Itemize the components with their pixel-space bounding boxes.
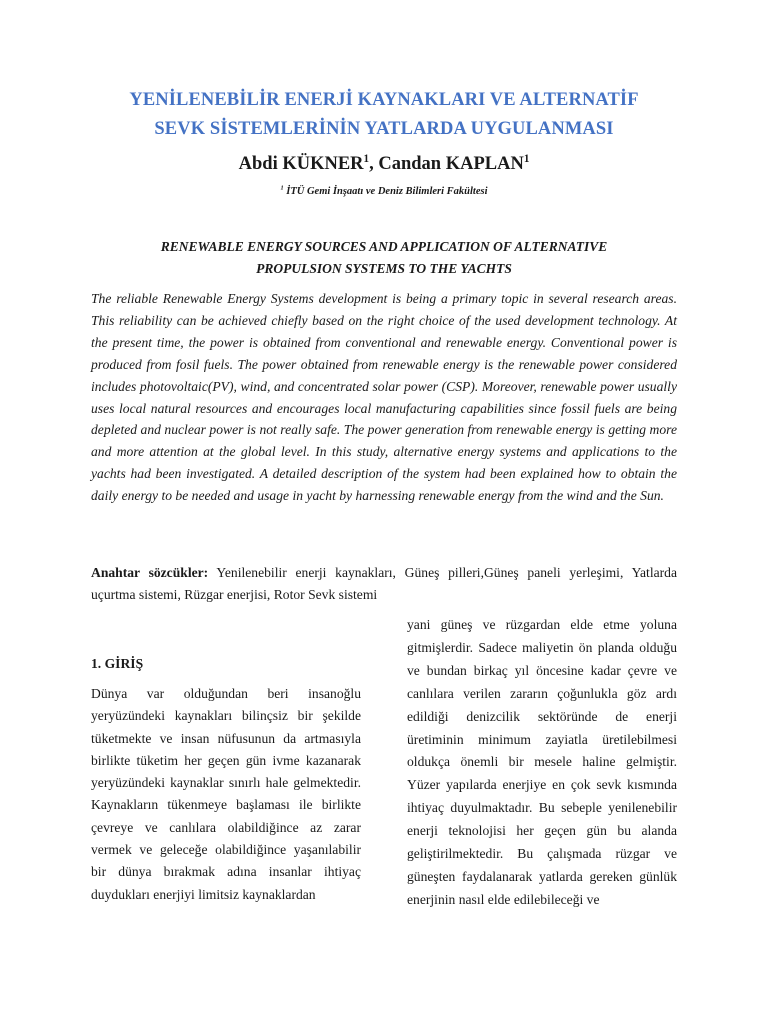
- section-heading-introduction: 1. GİRİŞ: [91, 656, 144, 671]
- affiliation-text: İTÜ Gemi İnşaatı ve Deniz Bilimleri Fakültesi: [283, 186, 488, 197]
- abstract-paragraph: The reliable Renewable Energy Systems development is being a primary topic in several research areas. This reliability can be achieved chiefly based on the right choice of the used development technology. At the present time, the power is obtained from conventional and renewable energy. Conventional power is produced from fosil fuels. The power obtained from renewable energy is the renewable power considered includes photovoltaic(PV), wind, and concentrated solar power (CSP). Moreover, renewable power usually uses local natural resources and encourages local manufacturing capabilities since fossil fuels are being depleted and nuclear power is not really safe. The power generation from renewable energy is getting more and more attention at the global level. In this study, alternative energy systems and applications to the yachts had been investigated. A detailed description of the system had been explained how to obtain the daily energy to be needed and usage in yacht by harnessing renewable energy from the wind and the Sun.: [91, 291, 677, 504]
- affiliation: [60, 184, 708, 200]
- author-affiliation-mark: 1: [523, 152, 530, 165]
- body-column-right: yani güneş ve rüzgardan elde etme yoluna gitmişlerdir. Sadece maliyetin ön planda olduğu ve bundan birkaç yıl öncesine kadar çevre ve canlılara verilen zararın çoğunlukla göz ardı edildiği denizcilik sektöründe de enerji üretiminin minimum zayiatla üretilebilmesi oldukça önemli bir mesele haline gelmiştir. Yüzer yapılarda enerjiye en çok sevk kısmında ihtiyaç duyulmaktadır. Bu sebeple yenilenebilir enerji teknolojisi her geçen gün bu alanda geliştirilmektedir. Bu çalışmada rüzgar ve güneşten faydalanarak yatlarda gereken günlük enerjinin nasıl elde edilebileceği ve: [407, 617, 677, 907]
- paper-title-line-2: SEVK SİSTEMLERİNİN YATLARDA UYGULANMASI: [154, 119, 614, 139]
- keywords-text: Yenilenebilir enerji kaynakları, Güneş pilleri,Güneş paneli yerleşimi, Yatlarda uçurtma sistemi, Rüzgar enerjisi, Rotor Sevk sistemi: [91, 565, 677, 602]
- author-separator: ,: [369, 154, 379, 174]
- author-list: [60, 151, 708, 177]
- english-title-line-2: PROPULSION SYSTEMS TO THE YACHTS: [256, 261, 512, 276]
- english-title: [90, 236, 678, 280]
- english-title-line-1: RENEWABLE ENERGY SOURCES AND APPLICATION OF ALTERNATIVE: [160, 239, 608, 254]
- body-column-left: Dünya var olduğundan beri insanoğlu yeryüzündeki kaynakları bilinçsiz bir şekilde tüketmekte ve insan nüfusunun da artmasıyla birlikte tüketim her geçen gün ivme kazanarak yeryüzündeki kaynaklar sınırlı hale gelmektedir. Kaynakların tükenmeye başlaması ile birlikte çevreye ve canlılara olabildiğince az zarar vermek ve geleceğe olabildiğince yaşanılabilir bir dünya bırakmak adına insanlar ihtiyaç duydukları enerjiyi limitsiz kaynaklardan: [91, 686, 361, 902]
- author-name: Candan KAPLAN: [378, 154, 524, 174]
- keywords-paragraph: [91, 562, 677, 605]
- author-affiliation-mark: 1: [363, 152, 370, 165]
- keywords-label: Anahtar sözcükler:: [91, 565, 209, 580]
- paper-title-line-1: YENİLENEBİLİR ENERJİ KAYNAKLARI VE ALTERNATİF: [129, 90, 639, 110]
- author-name: Abdi KÜKNER: [238, 154, 364, 174]
- paper-title: [60, 86, 708, 144]
- affiliation-mark: 1: [280, 184, 284, 192]
